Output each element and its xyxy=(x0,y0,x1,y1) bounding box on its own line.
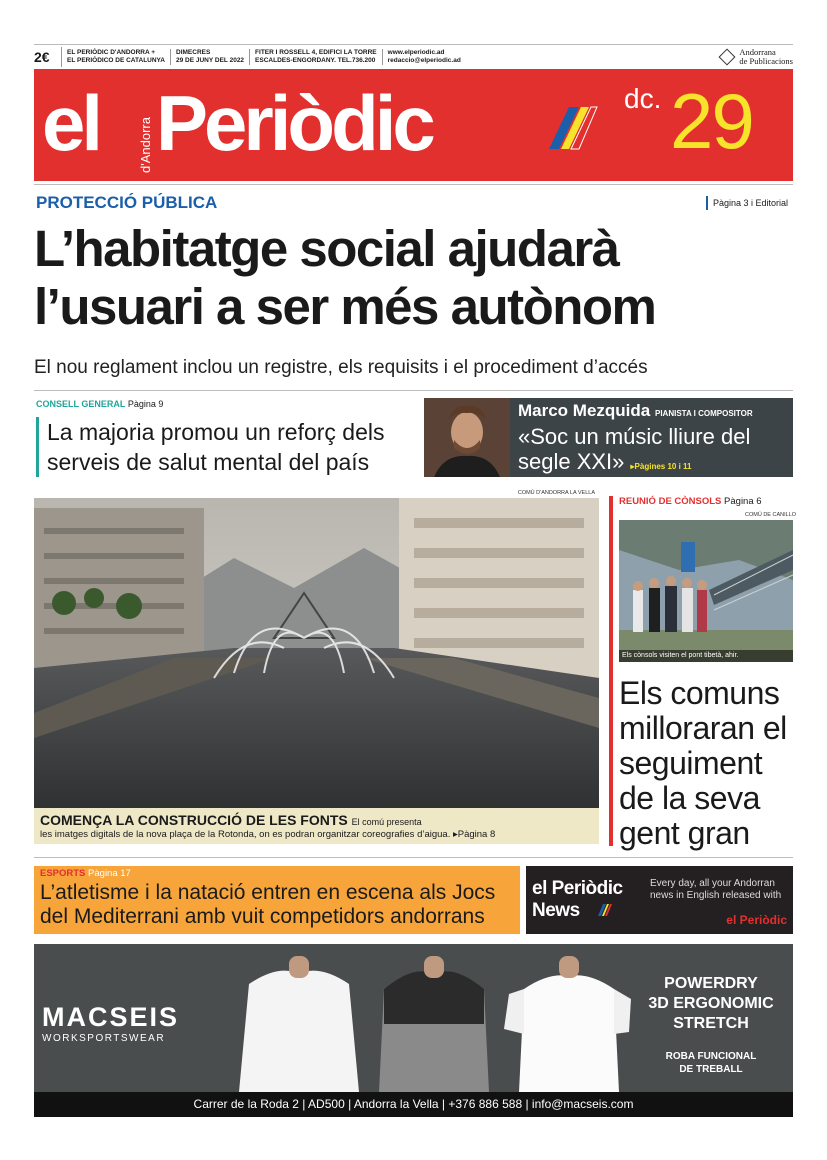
section-label: ESPORTS xyxy=(40,868,86,879)
brand-name: MACSEIS xyxy=(42,1002,180,1032)
page-ref: Pàgina 17 xyxy=(88,868,131,879)
periodic-news-promo[interactable] xyxy=(526,866,793,934)
info-publishers xyxy=(62,49,171,65)
day-number: 29 xyxy=(670,77,753,165)
consols-tag xyxy=(619,496,762,507)
quote-text: «Soc un músic lliure del segle XXI» xyxy=(518,424,751,474)
interview-name xyxy=(518,401,753,421)
main-kicker: PROTECCIÓ PÚBLICA xyxy=(36,193,218,212)
divider xyxy=(34,857,793,858)
section-label: REUNIÓ DE CÒNSOLS xyxy=(619,496,722,507)
headline-line: L’habitatge social ajudarà xyxy=(34,220,619,277)
accent-bar xyxy=(609,496,613,846)
news-logo-line: News xyxy=(532,900,580,921)
divider xyxy=(34,184,793,185)
consols-photo-caption: Els cònsols visiten el pont tibetà, ahir. xyxy=(619,650,793,662)
consell-tag xyxy=(36,399,163,409)
logo-el: el xyxy=(42,79,100,167)
info-line: ESCALDES-ENGORDANY. TEL.736.200 xyxy=(255,56,376,64)
diamond-icon xyxy=(719,48,736,65)
interview-teaser[interactable] xyxy=(424,398,793,477)
info-line: EL PERIÒDIC D'ANDORRA + xyxy=(67,48,156,56)
logo-andorra: d'Andorra xyxy=(138,117,153,173)
macseis-advertisement[interactable] xyxy=(34,944,793,1117)
masthead xyxy=(34,69,793,181)
clothing-image xyxy=(219,944,639,1092)
email-link[interactable]: redaccio@elperiodic.ad xyxy=(387,56,461,64)
main-page-ref[interactable]: Pàgina 3 i Editorial xyxy=(706,196,788,210)
news-description: Every day, all your Andorran news in English released with xyxy=(650,878,782,901)
slogan-line: STRETCH xyxy=(673,1015,749,1032)
main-subhead: El nou reglament inclou un registre, els requisits i el procediment d’accés xyxy=(34,357,648,378)
consols-headline[interactable]: Els comuns milloraran el seguiment de la seva gent gran xyxy=(619,675,787,851)
subtitle-line: ROBA FUNCIONAL xyxy=(665,1051,757,1062)
brand-subtitle: WORKSPORTSWEAR xyxy=(42,1033,166,1044)
ad-subtitle xyxy=(636,1050,786,1076)
website-link[interactable]: www.elperiodic.ad xyxy=(387,48,445,56)
interview-quote xyxy=(518,424,778,479)
publisher-line: Andorrana xyxy=(739,46,776,57)
ad-contact-bar: Carrer de la Roda 2 | AD500 | Andorra la Vella | +376 886 588 | info@macseis.com xyxy=(34,1092,793,1117)
fountain-render-photo xyxy=(34,490,599,844)
page-ref: ▸Pàgina 8 xyxy=(452,829,496,840)
photo-credit: COMÚ DE CANILLO xyxy=(745,512,797,518)
info-line: FITER I ROSSELL 4, EDIFICI LA TORRE xyxy=(255,48,377,56)
subtitle-line: DE TREBALL xyxy=(679,1064,743,1075)
ad-slogan xyxy=(636,974,786,1034)
info-line: 29 DE JUNY DEL 2022 xyxy=(176,56,245,64)
publisher-line: de Publicacions xyxy=(739,55,793,66)
info-address xyxy=(250,49,383,65)
esports-headline: L’atletisme i la natació entren en escena als Jocs del Mediterrani amb vuit competidors andorrans xyxy=(40,881,496,928)
publisher-logo xyxy=(721,48,793,66)
esports-teaser[interactable] xyxy=(34,866,520,934)
caption-text: les imatges digitals de la nova plaça de la Rotonda, on es podran organitzar coreografies d’aigua. xyxy=(40,829,451,840)
divider xyxy=(34,390,793,391)
person-role: PIANISTA I COMPOSITOR xyxy=(654,409,753,418)
page-ref: Pàgina 9 xyxy=(127,399,164,409)
slogan-line: POWERDRY xyxy=(664,975,758,992)
slogan-line: 3D ERGONOMIC xyxy=(648,995,774,1012)
news-logo-line: el Periòdic xyxy=(532,878,623,899)
flag-icon xyxy=(598,904,612,916)
main-headline[interactable] xyxy=(34,220,814,336)
info-strip xyxy=(34,44,793,68)
logo-periodic: Periòdic xyxy=(156,79,432,167)
caption-title xyxy=(40,812,593,828)
weekday: dc. xyxy=(624,83,662,114)
flag-icon xyxy=(539,105,597,149)
info-line: EL PERIÓDICO DE CATALUNYA xyxy=(67,56,165,64)
caption-inline: El comú presenta xyxy=(351,817,422,827)
consell-headline[interactable]: La majoria promou un reforç dels serveis de salut mental del país xyxy=(36,417,416,477)
page-ref: ▸Pàgines 10 i 11 xyxy=(630,462,692,471)
info-date xyxy=(171,49,250,65)
macseis-logo xyxy=(42,1002,179,1044)
person-name: Marco Mezquida xyxy=(518,401,651,420)
section-label: CONSELL GENERAL xyxy=(36,399,126,409)
page-ref: Pàgina 6 xyxy=(724,496,762,507)
portrait-photo xyxy=(424,398,510,477)
photo-caption[interactable] xyxy=(34,808,599,844)
price: 2€ xyxy=(34,47,62,67)
photo-credit: COMÚ D'ANDORRA LA VELLA xyxy=(517,490,595,496)
consols-photo xyxy=(619,520,793,662)
news-brand: el Periòdic xyxy=(726,913,787,927)
info-contact xyxy=(383,49,466,65)
caption-headline: COMENÇA LA CONSTRUCCIÓ DE LES FONTS xyxy=(40,812,348,828)
caption-body xyxy=(40,829,593,840)
esports-tag xyxy=(40,868,514,879)
headline-line: l’usuari a ser més autònom xyxy=(34,278,656,335)
info-line: DIMECRES xyxy=(176,48,211,56)
